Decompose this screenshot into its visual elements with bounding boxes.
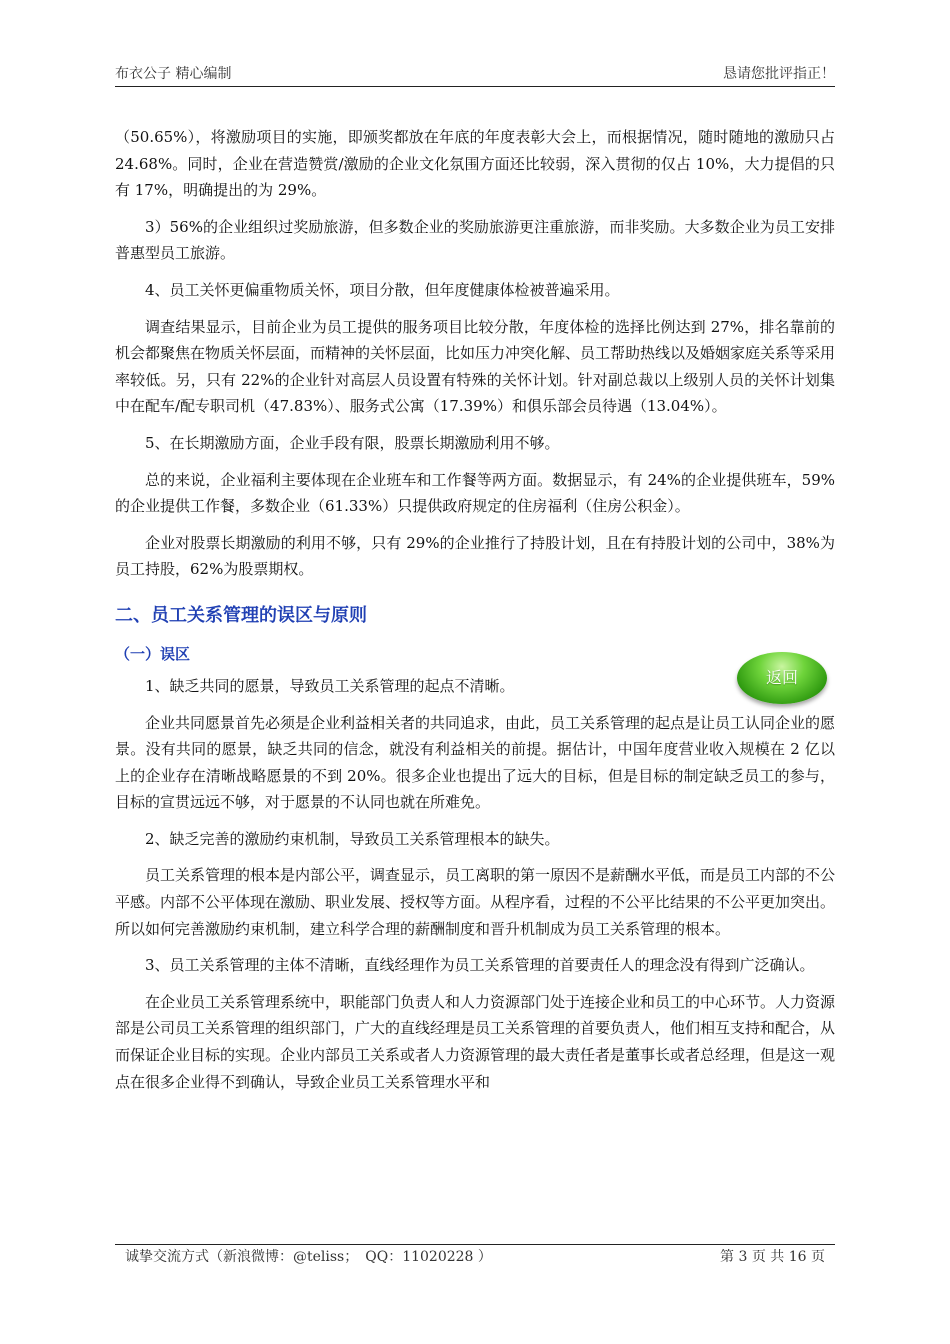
footer-contact-text: 诚挚交流方式（新浪微博：@teliss； QQ：11020228 ） xyxy=(125,1249,492,1265)
page-header xyxy=(115,64,835,87)
paragraph: （50.65%），将激励项目的实施，即颁奖都放在年底的年度表彰大会上，而根据情况，随时随地的激励只占 24.68%。同时，企业在营造赞赏/激励的企业文化氛围方面还比较弱，深入贯彻的仅占 10%，大力提倡的只有 17%，明确提出的为 29%。 xyxy=(115,128,835,200)
paragraph: 企业共同愿景首先必须是企业利益相关者的共同追求，由此，员工关系管理的起点是让员工认同企业的愿景。没有共同的愿景，缺乏共同的信念，就没有利益相关的前提。据估计，中国年度营业收入规模在 2 亿以上的企业存在清晰战略愿景的不到 20%。很多企业也提出了远大的目标，但是目标的制定缺乏员工的参与，目标的宣贯远远不够，对于愿景的不认同也就在所难免。 xyxy=(115,713,836,812)
paragraph: 4、员工关怀更偏重物质关怀，项目分散，但年度健康体检被普遍采用。 xyxy=(145,280,620,299)
back-button[interactable]: 返回 xyxy=(737,652,827,704)
paragraph: 员工关系管理的根本是内部公平，调查显示，员工离职的第一原因不是薪酬水平低，而是员工内部的不公平感。内部不公平体现在激励、职业发展、授权等方面。从程序看，过程的不公平比结果的不公平更加突出。所以如何完善激励约束机制，建立科学合理的薪酬制度和晋升机制成为员工关系管理的根本。 xyxy=(115,866,836,938)
paragraph: 3）56%的企业组织过奖励旅游，但多数企业的奖励旅游更注重旅游，而非奖励。大多数企业为员工安排普惠型员工旅游。 xyxy=(115,217,835,263)
paragraph: 3、员工关系管理的主体不清晰，直线经理作为员工关系管理的首要责任人的理念没有得到广泛确认。 xyxy=(145,956,815,975)
paragraph: 调查结果显示，目前企业为员工提供的服务项目比较分散，年度体检的选择比例达到 27%，排名靠前的机会都聚焦在物质关怀层面，而精神的关怀层面，比如压力冲突化解、员工帮助热线以及婚姻家庭关系等采用率较低。另，只有 22%的企业针对高层人员设置有特殊的关怀计划。针对副总裁以上级别人员的关怀计划集中在配车/配专职司机（47.83%）、服务式公寓（17.39%）和俱乐部会员待遇（13.04%）。 xyxy=(115,317,836,416)
document-body xyxy=(115,124,835,1105)
page-number: 第 3 页 共 16 页 xyxy=(720,1249,825,1265)
subsection-heading: （一）误区 xyxy=(115,644,191,663)
paragraph: 企业对股票长期激励的利用不够，只有 29%的企业推行了持股计划，且在有持股计划的公司中，38%为员工持股，62%为股票期权。 xyxy=(115,533,835,579)
paragraph: 2、缺乏完善的激励约束机制，导致员工关系管理根本的缺失。 xyxy=(145,829,560,848)
header-left-text: 布衣公子 精心编制 xyxy=(115,66,232,82)
header-right-text: 恳请您批评指正！ xyxy=(723,66,835,82)
section-heading: 二、员工关系管理的误区与原则 xyxy=(115,604,367,626)
paragraph: 总的来说，企业福利主要体现在企业班车和工作餐等两方面。数据显示，有 24%的企业提供班车，59%的企业提供工作餐，多数企业（61.33%）只提供政府规定的住房福利（住房公积金）。 xyxy=(115,470,835,516)
paragraph: 5、在长期激励方面，企业手段有限，股票长期激励利用不够。 xyxy=(145,433,560,452)
paragraph: 1、缺乏共同的愿景，导致员工关系管理的起点不清晰。 xyxy=(145,676,515,695)
paragraph: 在企业员工关系管理系统中，职能部门负责人和人力资源部门处于连接企业和员工的中心环节。人力资源部是公司员工关系管理的组织部门，广大的直线经理是员工关系管理的首要负责人，他们相互支持和配合，从而保证企业目标的实现。企业内部员工关系或者人力资源管理的最大责任者是董事长或者总经理，但是这一观点在很多企业得不到确认，导致企业员工关系管理水平和 xyxy=(115,992,836,1091)
page-footer xyxy=(115,1244,835,1269)
